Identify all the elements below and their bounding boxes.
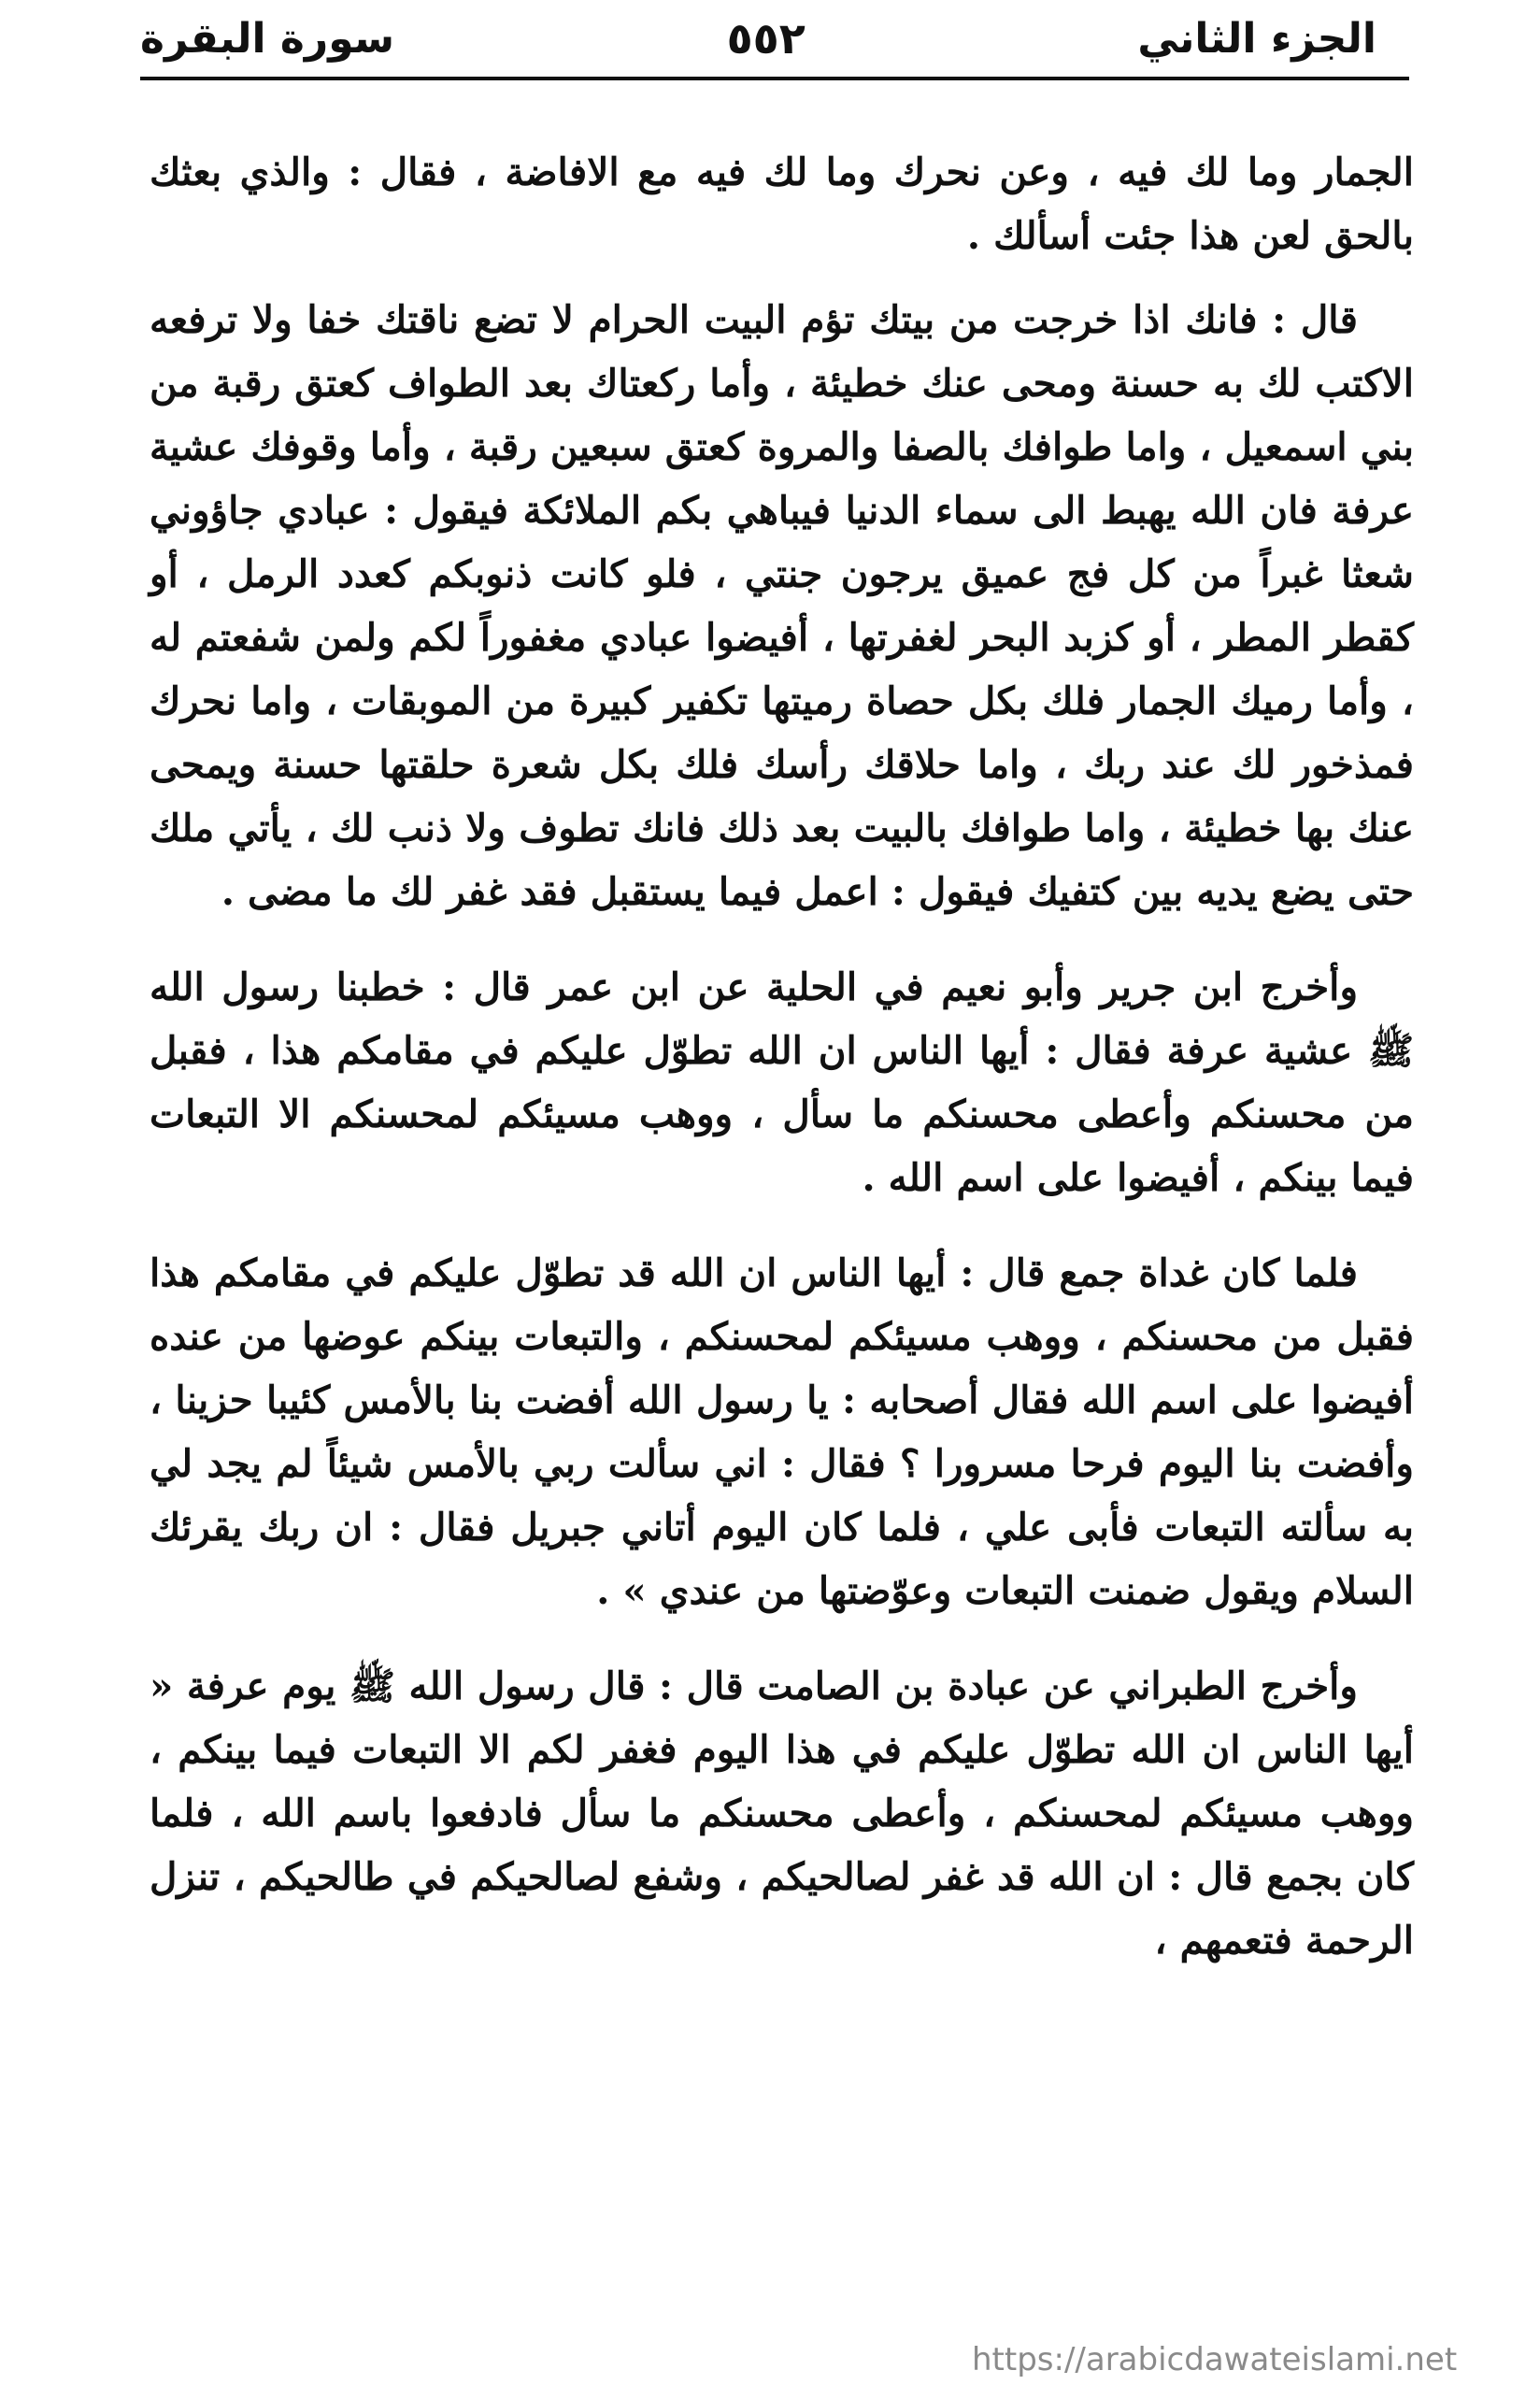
part-label: الجزء الثاني xyxy=(1137,14,1376,63)
header-rule xyxy=(140,77,1409,80)
paragraph-2: قال : فانك اذا خرجت من بيتك تؤم البيت الحرام لا تضع ناقتك خفا ولا ترفعه الاكتب لك به حسنة ومحى عنك خطيئة ، وأما ركعتاك بعد الطواف كعتق رقبة من بني اسمعيل ، واما طوافك بالصفا والمروة كعتق سبعين رقبة ، وأما وقوفك عشية عرفة فان الله يهبط الى سماء الدنيا فيباهي بكم الملائكة فيقول : عبادي جاؤوني شعثا غبراً من كل فج عميق يرجون جنتي ، فلو كانت ذنوبكم كعدد الرمل ، أو كقطر المطر ، أو كزبد البحر لغفرتها ، أفيضوا عبادي مغفوراً لكم ولمن شفعتم له ، وأما رميك الجمار فلك بكل حصاة رميتها تكفير كبيرة من الموبقات ، واما نحرك فمذخور لك عند ربك ، واما حلاقك رأسك فلك بكل شعرة حلقتها حسنة ويمحى عنك بها خطيئة ، واما طوافك بالبيت بعد ذلك فانك تطوف ولا ذنب لك ، يأتي ملك حتى يضع يديه بين كتفيك فيقول : اعمل فيما يستقبل فقد غفر لك ما مضى . xyxy=(150,297,1414,914)
page-number: ٥٥٢ xyxy=(726,13,806,64)
paragraph-3: وأخرج ابن جرير وأبو نعيم في الحلية عن ابن عمر قال : خطبنا رسول الله ﷺ عشية عرفة فقال : أيها الناس ان الله تطوّل عليكم في مقامكم هذا ، فقبل من محسنكم وأعطى محسنكم ما سأل ، ووهب مسيئكم لمحسنكم الا التبعات فيما بينكم ، أفيضوا على اسم الله . xyxy=(150,964,1414,1200)
running-header xyxy=(140,6,1376,71)
paragraph-5: وأخرج الطبراني عن عبادة بن الصامت قال : قال رسول الله ﷺ يوم عرفة « أيها الناس ان الله تطوّل عليكم في هذا اليوم فغفر لكم الا التبعات فيما بينكم ، ووهب مسيئكم لمحسنكم ، وأعطى محسنكم ما سأل فادفعوا باسم الله ، فلما كان بجمع قال : ان الله قد غفر لصالحيكم ، وشفع لصالحيكم في طالحيكم ، تنزل الرحمة فتعمهم ، xyxy=(150,1664,1414,1963)
paragraph-1: الجمار وما لك فيه ، وعن نحرك وما لك فيه مع الافاضة ، فقال : والذي بعثك بالحق لعن هذا جئت أسألك . xyxy=(150,150,1414,258)
watermark-url: https://arabicdawateislami.net xyxy=(972,2341,1458,2378)
surah-label: سورة البقرة xyxy=(140,14,395,63)
page-body xyxy=(150,140,1414,2004)
paragraph-4: فلما كان غداة جمع قال : أيها الناس ان الله قد تطوّل عليكم في مقامكم هذا فقبل من محسنكم ، ووهب مسيئكم لمحسنكم ، والتبعات بينكم عوضها من عنده أفيضوا على اسم الله فقال أصحابه : يا رسول الله أفضت بنا بالأمس كئيبا حزينا ، وأفضت بنا اليوم فرحا مسرورا ؟ فقال : اني سألت ربي بالأمس شيئاً لم يجد لي به سألته التبعات فأبى علي ، فلما كان اليوم أتاني جبريل فقال : ان ربك يقرئك السلام ويقول ضمنت التبعات وعوّضتها من عندي » . xyxy=(150,1250,1414,1613)
